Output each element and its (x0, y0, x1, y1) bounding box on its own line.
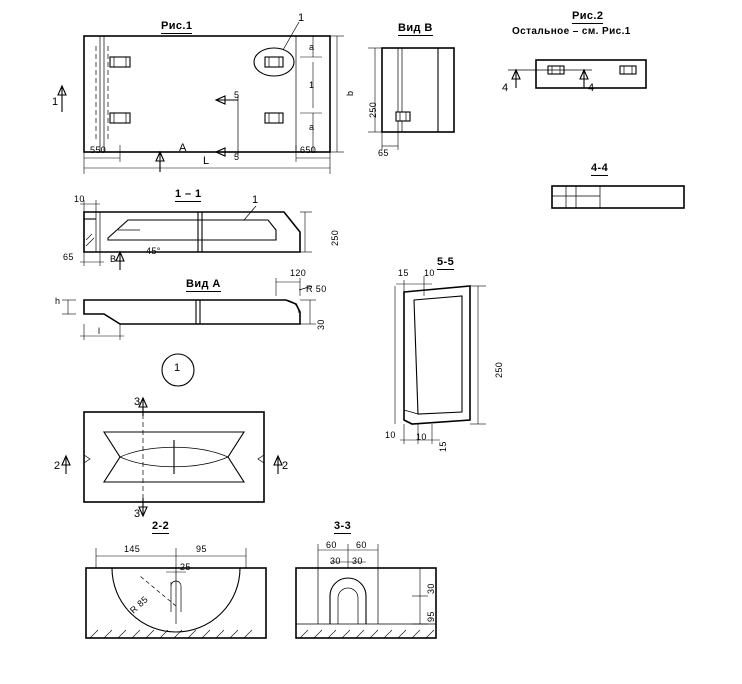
dim-b: b (345, 90, 355, 96)
dim-r85: R 85 (128, 594, 151, 616)
dim-l-small: l (98, 326, 101, 336)
fig1-title: Рис.1 (161, 20, 193, 32)
dim-1-mid: 1 (309, 80, 315, 90)
dim-65-sec11: 65 (63, 252, 74, 262)
dim-45deg: 45° (146, 246, 161, 256)
dim-95-sec22: 95 (196, 544, 207, 554)
section-1-1-title: 1 – 1 (175, 188, 202, 200)
dim-250-sec55: 250 (494, 361, 504, 378)
dim-15-sec55-b: 15 (438, 441, 448, 452)
section-mark-2-right: 2 (282, 460, 289, 472)
dim-10-sec11: 10 (74, 194, 85, 204)
callout-1-top: 1 (298, 12, 305, 24)
dim-250-sec11: 250 (330, 229, 340, 246)
dim-60-a: 60 (326, 540, 337, 550)
section-mark-4-right: 4 (588, 82, 595, 94)
dim-10-sec55-c: 10 (416, 432, 427, 442)
dim-550: 550 (90, 145, 107, 155)
section-2-2-title: 2-2 (152, 520, 170, 532)
dim-25: 25 (180, 562, 191, 572)
dim-650: 650 (300, 145, 317, 155)
dim-a-top: a (309, 42, 315, 52)
section-mark-B: B (110, 254, 117, 264)
section-mark-2-left: 2 (54, 460, 61, 472)
view-v-title: Вид В (398, 22, 433, 34)
view-a-title: Вид А (186, 278, 221, 290)
section-mark-4-left: 4 (502, 82, 509, 94)
dim-65-vidv: 65 (378, 148, 389, 158)
dim-145: 145 (124, 544, 141, 554)
dim-h: h (55, 296, 61, 306)
detail-number-circle: 1 (174, 362, 181, 374)
section-mark-A: A (179, 142, 187, 154)
dim-95-sec33: 95 (426, 611, 436, 622)
fig2-note: Остальное – см. Рис.1 (512, 26, 631, 37)
section-mark-5-top: 5 (234, 90, 240, 100)
section-5-5-title: 5-5 (437, 256, 455, 268)
dim-30-e: 30 (426, 583, 436, 594)
fig2-title: Рис.2 (572, 10, 604, 22)
dim-L: L (203, 155, 210, 167)
dim-120: 120 (290, 268, 307, 278)
dim-r50: R 50 (306, 284, 327, 294)
section-3-3-title: 3-3 (334, 520, 352, 532)
dim-10-sec55-b: 10 (385, 430, 396, 440)
callout-1-sec11: 1 (252, 194, 259, 206)
dim-30-c: 30 (330, 556, 341, 566)
dim-a-bottom: a (309, 122, 315, 132)
dim-10-sec55: 10 (424, 268, 435, 278)
dim-30-d: 30 (352, 556, 363, 566)
dim-15-sec55: 15 (398, 268, 409, 278)
section-mark-1-left: 1 (52, 96, 59, 108)
section-4-4-title: 4-4 (591, 162, 609, 174)
dim-60-b: 60 (356, 540, 367, 550)
dim-30-vida: 30 (316, 319, 326, 330)
dim-250-vidv: 250 (368, 101, 378, 118)
section-mark-5-bottom: 5 (234, 152, 240, 162)
section-mark-3-top: 3 (134, 396, 141, 408)
section-mark-3-bottom: 3 (134, 508, 141, 520)
